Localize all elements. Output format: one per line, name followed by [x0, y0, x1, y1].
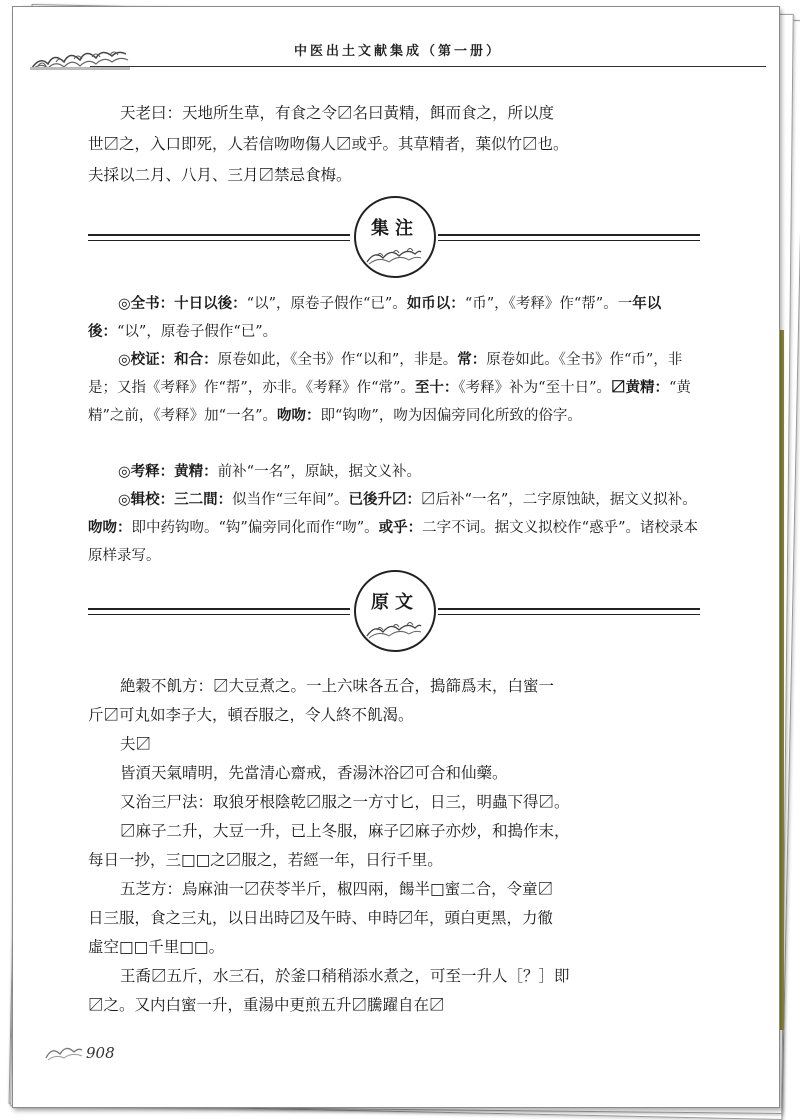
note-lead: ◎辑校： — [118, 491, 175, 508]
note-term: 十日以後： — [174, 295, 247, 312]
note-lead: ◎全书： — [118, 295, 175, 312]
intro-line-3: 夫採以二月、八月、三月〼禁忌食梅。 — [88, 166, 352, 184]
note-text: 原卷如此。《全书》作 — [486, 352, 624, 368]
wave-ornament-icon — [365, 616, 423, 640]
note-text: 二字不词。据文 — [422, 520, 524, 536]
note-term: 吻吻： — [88, 519, 132, 536]
heading-rule-right — [438, 234, 700, 241]
running-header-title: 中医出土文献集成（第一册） — [293, 44, 502, 59]
section-title-annotations: 集注 — [371, 218, 419, 239]
section-heading-original-text — [88, 570, 700, 650]
heading-medallion — [354, 196, 436, 278]
note-text: “币”，非是；又指《考释》作“帮”，亦非。《考释》作“常”。 — [88, 352, 683, 396]
intro-line-2: 世〼之，入口即死，人若信吻吻傷人〼或乎。其草精者，葉似竹〼也。 — [88, 135, 569, 153]
note-kaoshi — [88, 458, 700, 486]
heading-rule-left — [88, 608, 350, 615]
intro-line-1: 天老曰：天地所生草，有食之令〼名曰黃精，餌而食之，所以度 — [120, 104, 555, 122]
heading-medallion — [354, 570, 436, 652]
note-text: 化所致的俗字。 — [480, 408, 582, 424]
note-jiaozheng — [88, 346, 700, 430]
original-line-3: 夫〼 — [120, 735, 152, 753]
section-title-original: 原文 — [371, 592, 419, 613]
heading-rule-right — [438, 608, 700, 615]
page-number: 908 — [86, 1044, 115, 1062]
note-text: 前补“一名”，原缺，据文义补。 — [217, 464, 421, 480]
note-term: 〼黄精： — [611, 379, 669, 396]
original-line-5: 又治三尸法：取狼牙根陰乾〼服之一方寸匕，日三，明蟲下得〼。 — [120, 793, 570, 811]
note-text: 即“钩吻”，吻为因偏旁同 — [320, 408, 481, 424]
note-term: 和合： — [174, 351, 218, 368]
running-header — [30, 40, 766, 72]
note-text: “币”，《考释》作“帮”。一 — [464, 296, 633, 312]
wave-ornament-icon — [365, 242, 423, 266]
note-text: 即中药钩吻。“钩”偏旁同化而作“吻”。 — [131, 520, 379, 536]
note-text: 似当作“三年间”。 — [232, 492, 349, 508]
note-term: 或乎： — [378, 519, 423, 536]
note-text: 十日”。 — [560, 380, 611, 396]
original-line-4: 皆湏天氣晴明，先當清心齋戒，香湯沐浴〼可合和仙藥。 — [120, 764, 508, 782]
note-text: “以”，原卷子假作“已”。 — [246, 296, 407, 312]
original-line-11: 王喬〼五斤，水三石，於釜口稍稍添水煮之，可至一升人［？］即 — [120, 967, 570, 985]
note-text: 〼后补“一名”，二字原蚀缺， — [420, 492, 610, 508]
note-text: 义拟校作“惑乎”。诸校录本原样录写。 — [88, 520, 698, 564]
note-text: 据文义拟补。 — [609, 492, 697, 508]
note-lead: ◎考释： — [118, 463, 175, 480]
original-line-9: 日三服，食之三丸，以日出時〼及午時、申時〼年，頭白更黑，力徹 — [88, 909, 554, 927]
original-line-7: 每日一抄，三□□之〼服之，若經一年，日行千里。 — [88, 851, 443, 869]
original-line-12: 〼之。又内白蜜一升，重湯中更煎五升〼騰躍自在〼 — [88, 996, 445, 1014]
note-term: 常： — [457, 351, 487, 368]
note-lead: ◎校证： — [118, 351, 175, 368]
note-text: “以”，原卷子假作“已”。 — [117, 324, 278, 340]
heading-rule-left — [88, 234, 350, 241]
note-jijiao — [88, 486, 700, 570]
note-text: 《考释》补为“至 — [458, 380, 561, 396]
original-line-10: 虛空□□千里□□。 — [88, 938, 225, 956]
note-term: 至十： — [414, 379, 459, 396]
note-text: “黄精”之前，《考释》加“一名”。 — [88, 380, 691, 424]
wave-ornament-icon — [44, 1040, 84, 1062]
note-text: 原卷如此，《全书》作“以和”，非是。 — [217, 352, 458, 368]
note-term: 吻吻： — [277, 407, 321, 424]
note-term: 三二間： — [174, 491, 233, 508]
section-heading-annotations — [88, 196, 700, 276]
original-line-1: 絶穀不飢方：〼大豆煮之。一上六味各五合，搗篩爲末，白蜜一 — [120, 677, 555, 695]
original-line-2: 斤〼可丸如李子大，頓吞服之，令人終不飢渴。 — [88, 706, 414, 724]
note-term: 黄精： — [174, 463, 218, 480]
original-line-8: 五芝方：烏麻油一〼茯苓半斤，椒四兩，餳半□蜜二合，令童〼 — [120, 880, 554, 898]
header-rule — [90, 66, 766, 67]
note-term: 年以後： — [88, 295, 662, 340]
note-term: 已後升〼： — [348, 491, 421, 508]
original-line-6: 〼麻子二升，大豆一升，已上冬服，麻子〼麻子亦炒，和搗作末， — [120, 822, 570, 840]
note-quanshu — [88, 290, 700, 346]
note-term: 如币以： — [406, 295, 465, 312]
